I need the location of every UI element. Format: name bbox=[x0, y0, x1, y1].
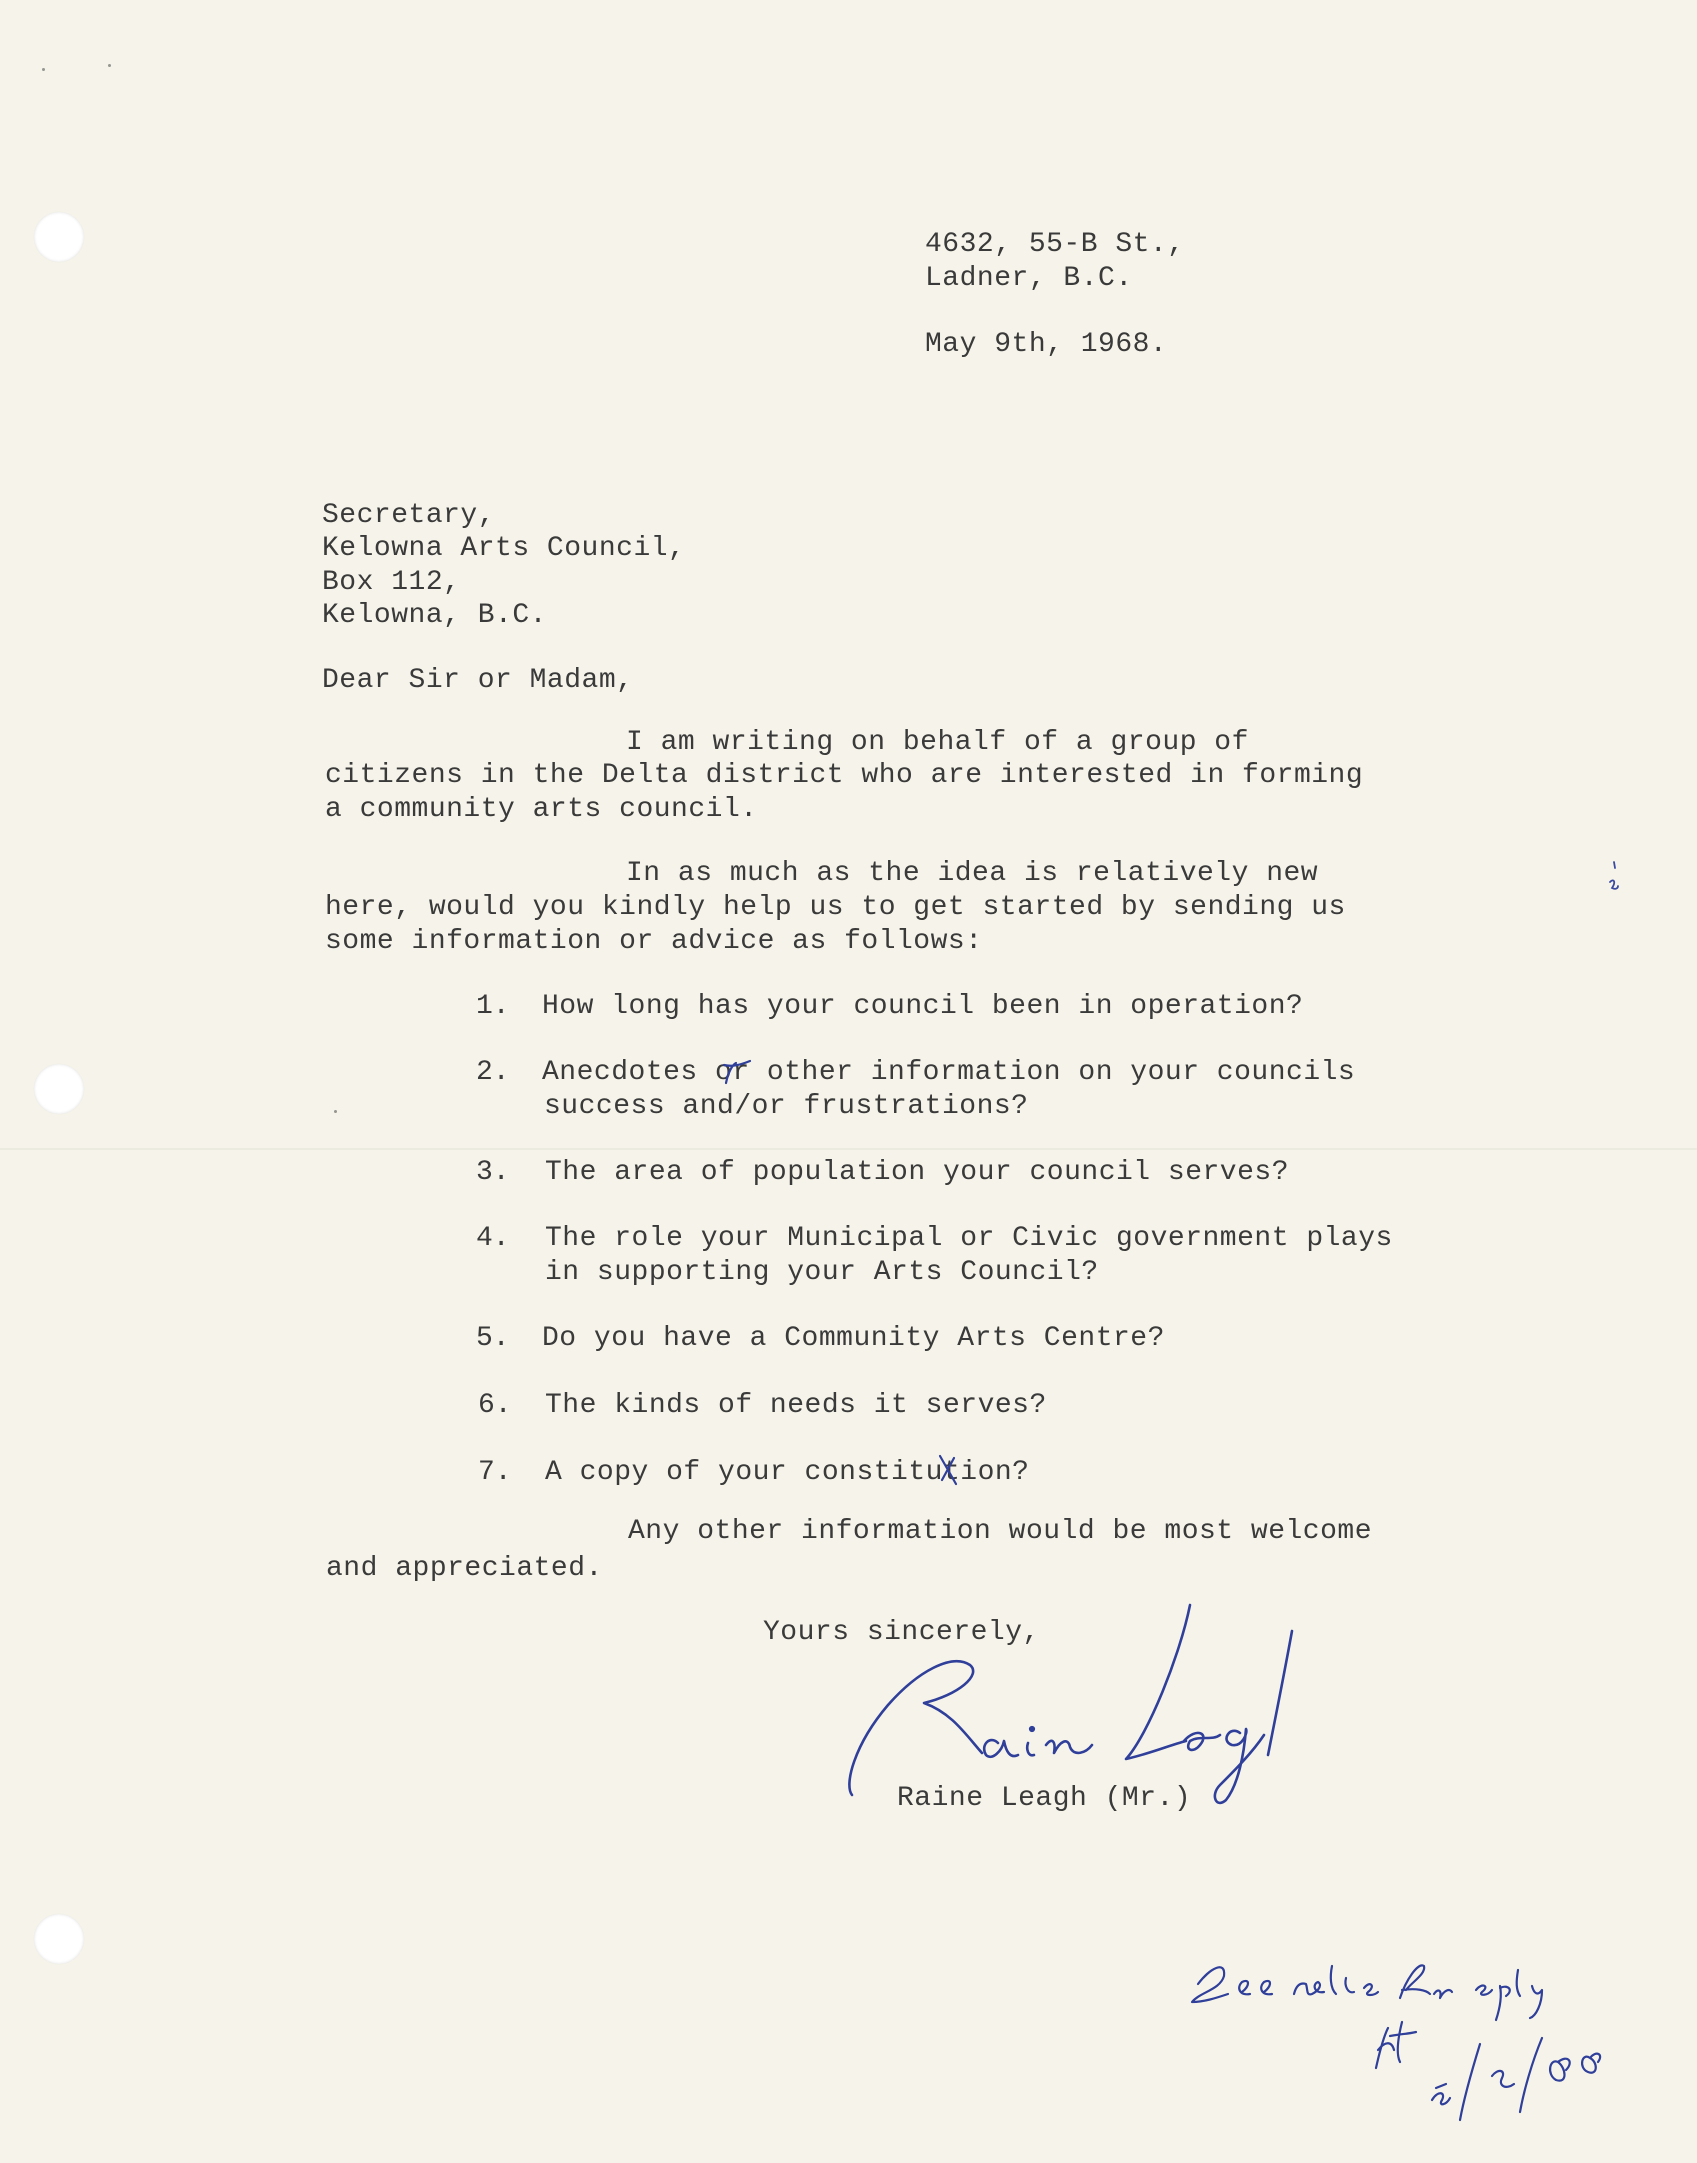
paragraph-line: citizens in the Delta district who are interested in forming bbox=[325, 760, 1364, 791]
paragraph-line: here, would you kindly help us to get started by sending us bbox=[325, 892, 1346, 923]
paper-speck bbox=[42, 68, 45, 71]
recipient-line: Kelowna Arts Council, bbox=[322, 533, 686, 564]
list-item-text: Anecdotes or other information on your councils bbox=[542, 1057, 1356, 1088]
recipient-line: Box 112, bbox=[322, 567, 461, 598]
list-item-number: 1. bbox=[476, 991, 510, 1022]
pen-correction-mark bbox=[710, 1055, 760, 1095]
paper-speck bbox=[108, 64, 111, 67]
handwritten-signature bbox=[840, 1595, 1320, 1810]
list-item-text: success and/or frustrations? bbox=[544, 1091, 1029, 1122]
list-item-number: 5. bbox=[476, 1323, 510, 1354]
recipient-line: Secretary, bbox=[322, 500, 496, 531]
list-item-number: 7. bbox=[478, 1457, 512, 1488]
punch-hole-top bbox=[34, 212, 84, 262]
handwritten-annotation bbox=[1180, 1950, 1620, 2150]
list-item-number: 6. bbox=[478, 1390, 512, 1421]
paragraph-line: some information or advice as follows: bbox=[325, 926, 983, 957]
list-item-text: The role your Municipal or Civic government plays bbox=[545, 1223, 1393, 1254]
paper-speck bbox=[334, 1110, 337, 1113]
salutation: Dear Sir or Madam, bbox=[322, 665, 634, 696]
pen-margin-mark bbox=[1604, 858, 1624, 902]
list-item-text: in supporting your Arts Council? bbox=[545, 1257, 1099, 1288]
paper-fold-line bbox=[0, 1148, 1697, 1150]
paragraph-line: I am writing on behalf of a group of bbox=[626, 727, 1249, 758]
sender-address-line: Ladner, B.C. bbox=[925, 263, 1133, 294]
punch-hole-middle bbox=[34, 1064, 84, 1114]
list-item-text: Do you have a Community Arts Centre? bbox=[542, 1323, 1165, 1354]
paragraph-line: a community arts council. bbox=[325, 794, 758, 825]
valediction: Yours sincerely, bbox=[763, 1617, 1040, 1648]
paragraph-line: In as much as the idea is relatively new bbox=[626, 858, 1319, 889]
list-item-number: 2. bbox=[476, 1057, 510, 1088]
paragraph-line: and appreciated. bbox=[326, 1553, 603, 1584]
punch-hole-bottom bbox=[34, 1914, 84, 1964]
recipient-line: Kelowna, B.C. bbox=[322, 600, 547, 631]
list-item-text: The area of population your council serves? bbox=[545, 1157, 1290, 1188]
list-item-text: The kinds of needs it serves? bbox=[545, 1390, 1047, 1421]
sender-address-line: 4632, 55-B St., bbox=[925, 229, 1185, 260]
paragraph-line: Any other information would be most welcome bbox=[628, 1516, 1373, 1547]
pen-correction-mark bbox=[934, 1450, 964, 1494]
signer-name: Raine Leagh (Mr.) bbox=[897, 1783, 1192, 1814]
list-item-number: 4. bbox=[476, 1223, 510, 1254]
list-item-number: 3. bbox=[476, 1157, 510, 1188]
list-item-text: A copy of your constitution? bbox=[545, 1457, 1030, 1488]
letter-date: May 9th, 1968. bbox=[925, 329, 1168, 360]
list-item-text: How long has your council been in operation? bbox=[542, 991, 1304, 1022]
